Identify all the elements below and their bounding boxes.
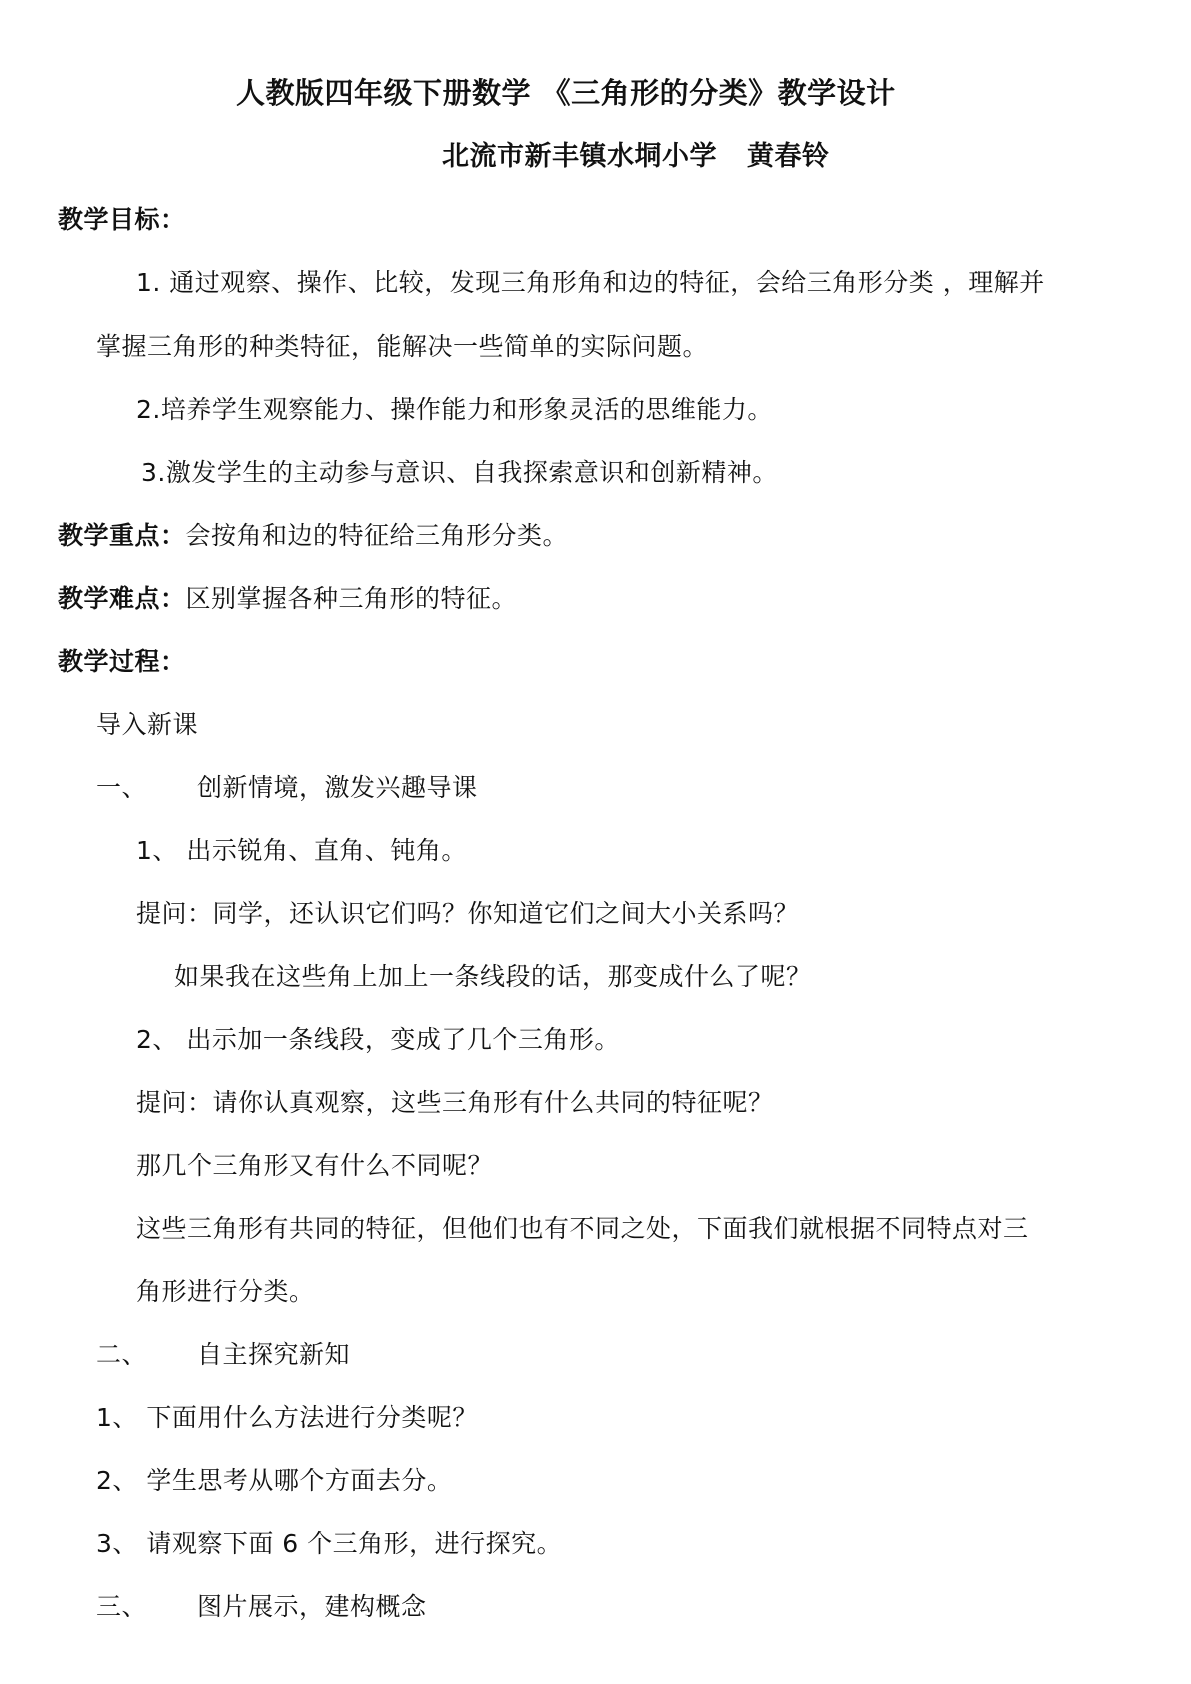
section-3-number: 三、 xyxy=(96,1592,148,1621)
section-1-heading xyxy=(96,771,478,805)
section-1-summary-line-2: 角形进行分类。 xyxy=(136,1277,315,1306)
section-1-summary-line-1: 这些三角形有共同的特征，但他们也有不同之处，下面我们就根据不同特点对三 xyxy=(136,1214,1029,1243)
author-name: 黄春铃 xyxy=(747,141,830,172)
key-point-text: 会按角和边的特征给三角形分类。 xyxy=(185,521,569,550)
key-point xyxy=(58,519,568,553)
section-1-question-1: 提问：同学，还认识它们吗？你知道它们之间大小关系吗？ xyxy=(136,899,800,928)
section-1-number: 一、 xyxy=(96,773,148,802)
section-2-title: 自主探究新知 xyxy=(197,1340,351,1369)
author-line xyxy=(442,139,830,175)
objectives-heading: 教学目标： xyxy=(58,205,186,234)
objective-1-line-2: 掌握三角形的种类特征，能解决一些简单的实际问题。 xyxy=(96,332,709,361)
section-1-step-2: 2、 出示加一条线段，变成了几个三角形。 xyxy=(136,1025,620,1054)
section-2-step-3: 3、 请观察下面 6 个三角形，进行探究。 xyxy=(96,1529,563,1558)
section-3-heading xyxy=(96,1590,427,1624)
process-heading: 教学过程： xyxy=(58,647,186,676)
objective-2: 2.培养学生观察能力、操作能力和形象灵活的思维能力。 xyxy=(136,395,773,424)
objective-3: 3.激发学生的主动参与意识、自我探索意识和创新精神。 xyxy=(141,458,778,487)
section-2-heading xyxy=(96,1338,350,1372)
difficulty xyxy=(58,582,517,616)
section-2-step-1: 1、 下面用什么方法进行分类呢？ xyxy=(96,1403,478,1432)
school-name: 北流市新丰镇水垌小学 xyxy=(442,141,717,172)
section-2-number: 二、 xyxy=(96,1340,148,1369)
difficulty-text: 区别掌握各种三角形的特征。 xyxy=(185,584,518,613)
section-2-step-2: 2、 学生思考从哪个方面去分。 xyxy=(96,1466,453,1495)
section-1-question-2: 提问：请你认真观察，这些三角形有什么共同的特征呢？ xyxy=(136,1088,774,1117)
section-3-title: 图片展示，建构概念 xyxy=(197,1592,427,1621)
difficulty-label: 教学难点： xyxy=(58,584,186,613)
section-1-step-1: 1、 出示锐角、直角、钝角。 xyxy=(136,836,467,865)
section-1-question-1b: 如果我在这些角上加上一条线段的话，那变成什么了呢？ xyxy=(174,962,812,991)
key-point-label: 教学重点： xyxy=(58,521,186,550)
objective-1-line-1: 1. 通过观察、操作、比较，发现三角形角和边的特征，会给三角形分类 ，理解并 xyxy=(136,268,1045,297)
section-1-question-2b: 那几个三角形又有什么不同呢？ xyxy=(136,1151,494,1180)
process-intro: 导入新课 xyxy=(96,710,199,739)
section-1-title: 创新情境，激发兴趣导课 xyxy=(197,773,478,802)
document-title: 人教版四年级下册数学 《三角形的分类》教学设计 xyxy=(236,76,896,110)
